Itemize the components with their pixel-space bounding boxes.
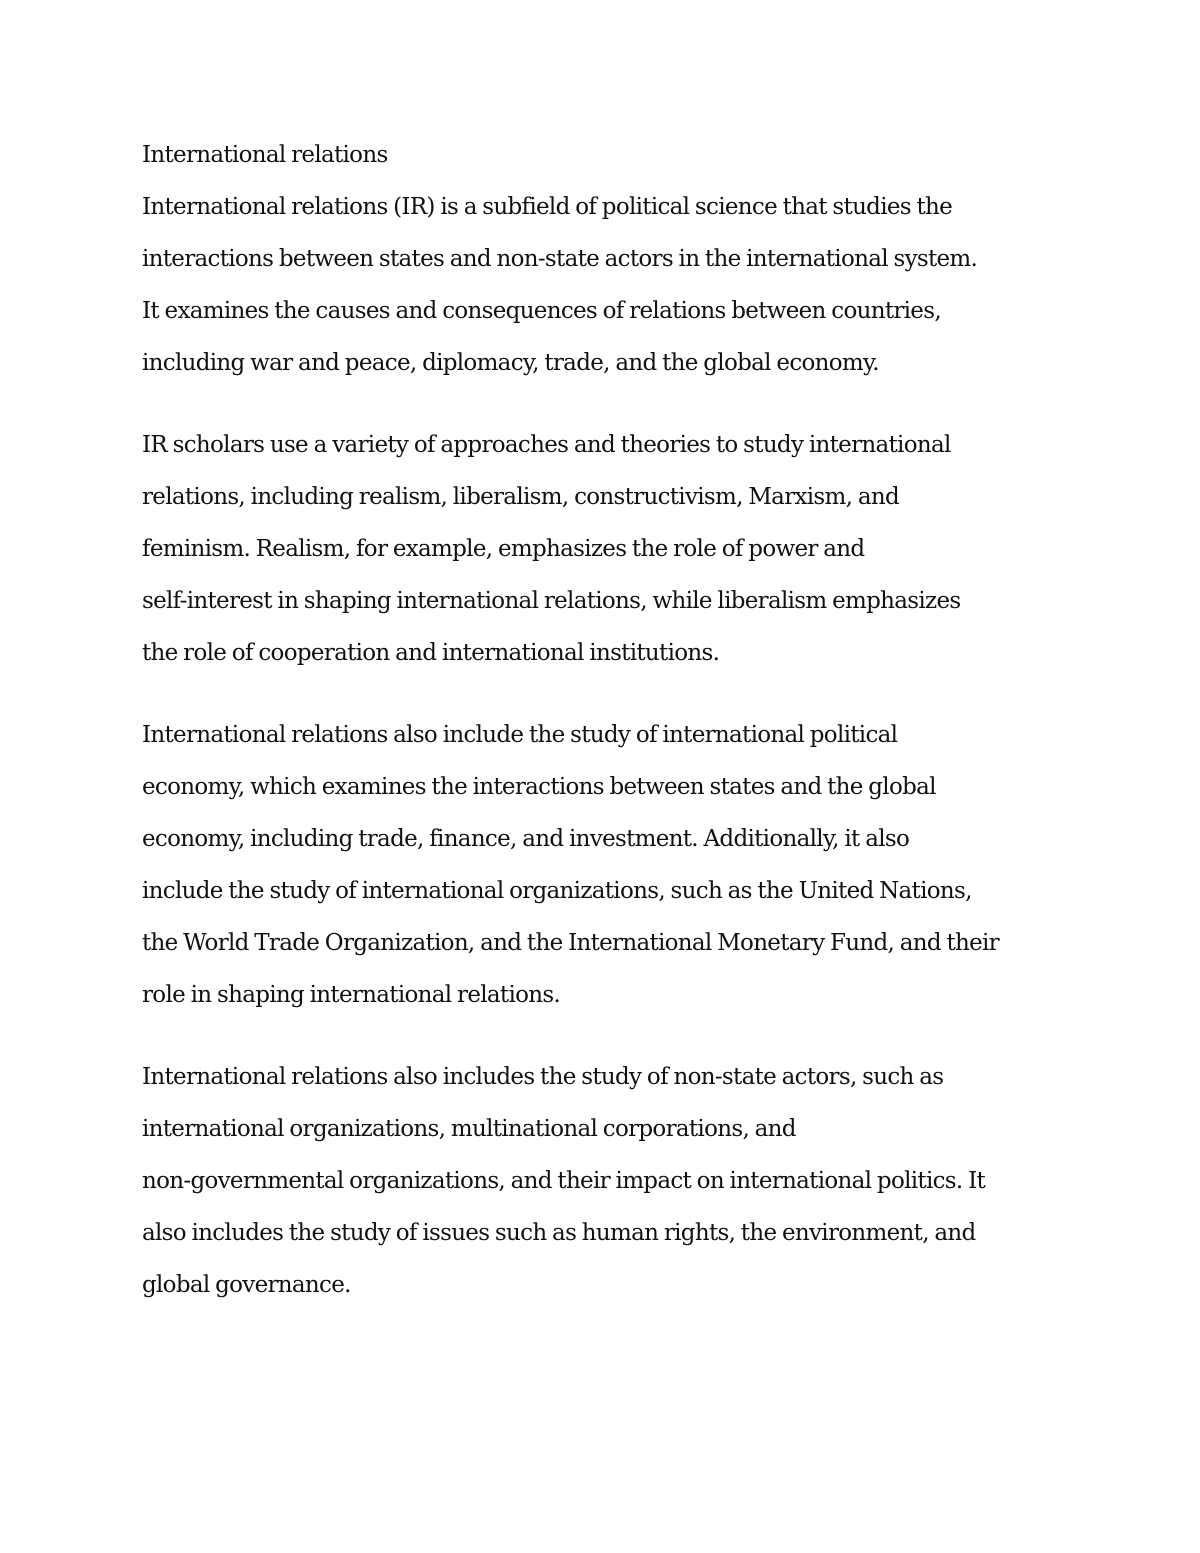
paragraph-line: global governance. bbox=[142, 1272, 351, 1298]
paragraph-spacer bbox=[142, 395, 1072, 425]
paragraph-line: economy, including trade, finance, and investment. Additionally, it also bbox=[142, 826, 910, 852]
paragraph-1 bbox=[142, 187, 1072, 395]
paragraph-line: relations, including realism, liberalism, constructivism, Marxism, and bbox=[142, 484, 899, 510]
paragraph-2 bbox=[142, 425, 1072, 685]
paragraph-line: role in shaping international relations. bbox=[142, 982, 561, 1008]
paragraph-line: non-governmental organizations, and their impact on international politics. It bbox=[142, 1168, 986, 1194]
paragraph-line: international organizations, multinational corporations, and bbox=[142, 1116, 796, 1142]
paragraph-line: It examines the causes and consequences of relations between countries, bbox=[142, 298, 941, 324]
paragraph-line: economy, which examines the interactions between states and the global bbox=[142, 774, 936, 800]
paragraph-line: the World Trade Organization, and the International Monetary Fund, and their bbox=[142, 930, 999, 956]
paragraph-line: interactions between states and non-state actors in the international system. bbox=[142, 246, 978, 272]
paragraph-spacer bbox=[142, 1027, 1072, 1057]
paragraph-line: include the study of international organizations, such as the United Nations, bbox=[142, 878, 972, 904]
paragraph-3 bbox=[142, 715, 1072, 1027]
paragraph-line: International relations also include the study of international political bbox=[142, 722, 898, 748]
paragraph-line: self-interest in shaping international relations, while liberalism emphasizes bbox=[142, 588, 961, 614]
paragraph-line: International relations also includes the study of non-state actors, such as bbox=[142, 1064, 944, 1090]
paragraph-line: including war and peace, diplomacy, trade, and the global economy. bbox=[142, 350, 879, 376]
paragraph-line: also includes the study of issues such as human rights, the environment, and bbox=[142, 1220, 976, 1246]
paragraph-4 bbox=[142, 1057, 1072, 1317]
paragraph-line: International relations (IR) is a subfield of political science that studies the bbox=[142, 194, 953, 220]
paragraph-line: IR scholars use a variety of approaches and theories to study international bbox=[142, 432, 951, 458]
paragraph-spacer bbox=[142, 685, 1072, 715]
paragraph-line: the role of cooperation and international institutions. bbox=[142, 640, 720, 666]
document-title: International relations bbox=[142, 142, 388, 168]
document-body bbox=[142, 135, 1072, 1317]
paragraph-line: feminism. Realism, for example, emphasizes the role of power and bbox=[142, 536, 865, 562]
